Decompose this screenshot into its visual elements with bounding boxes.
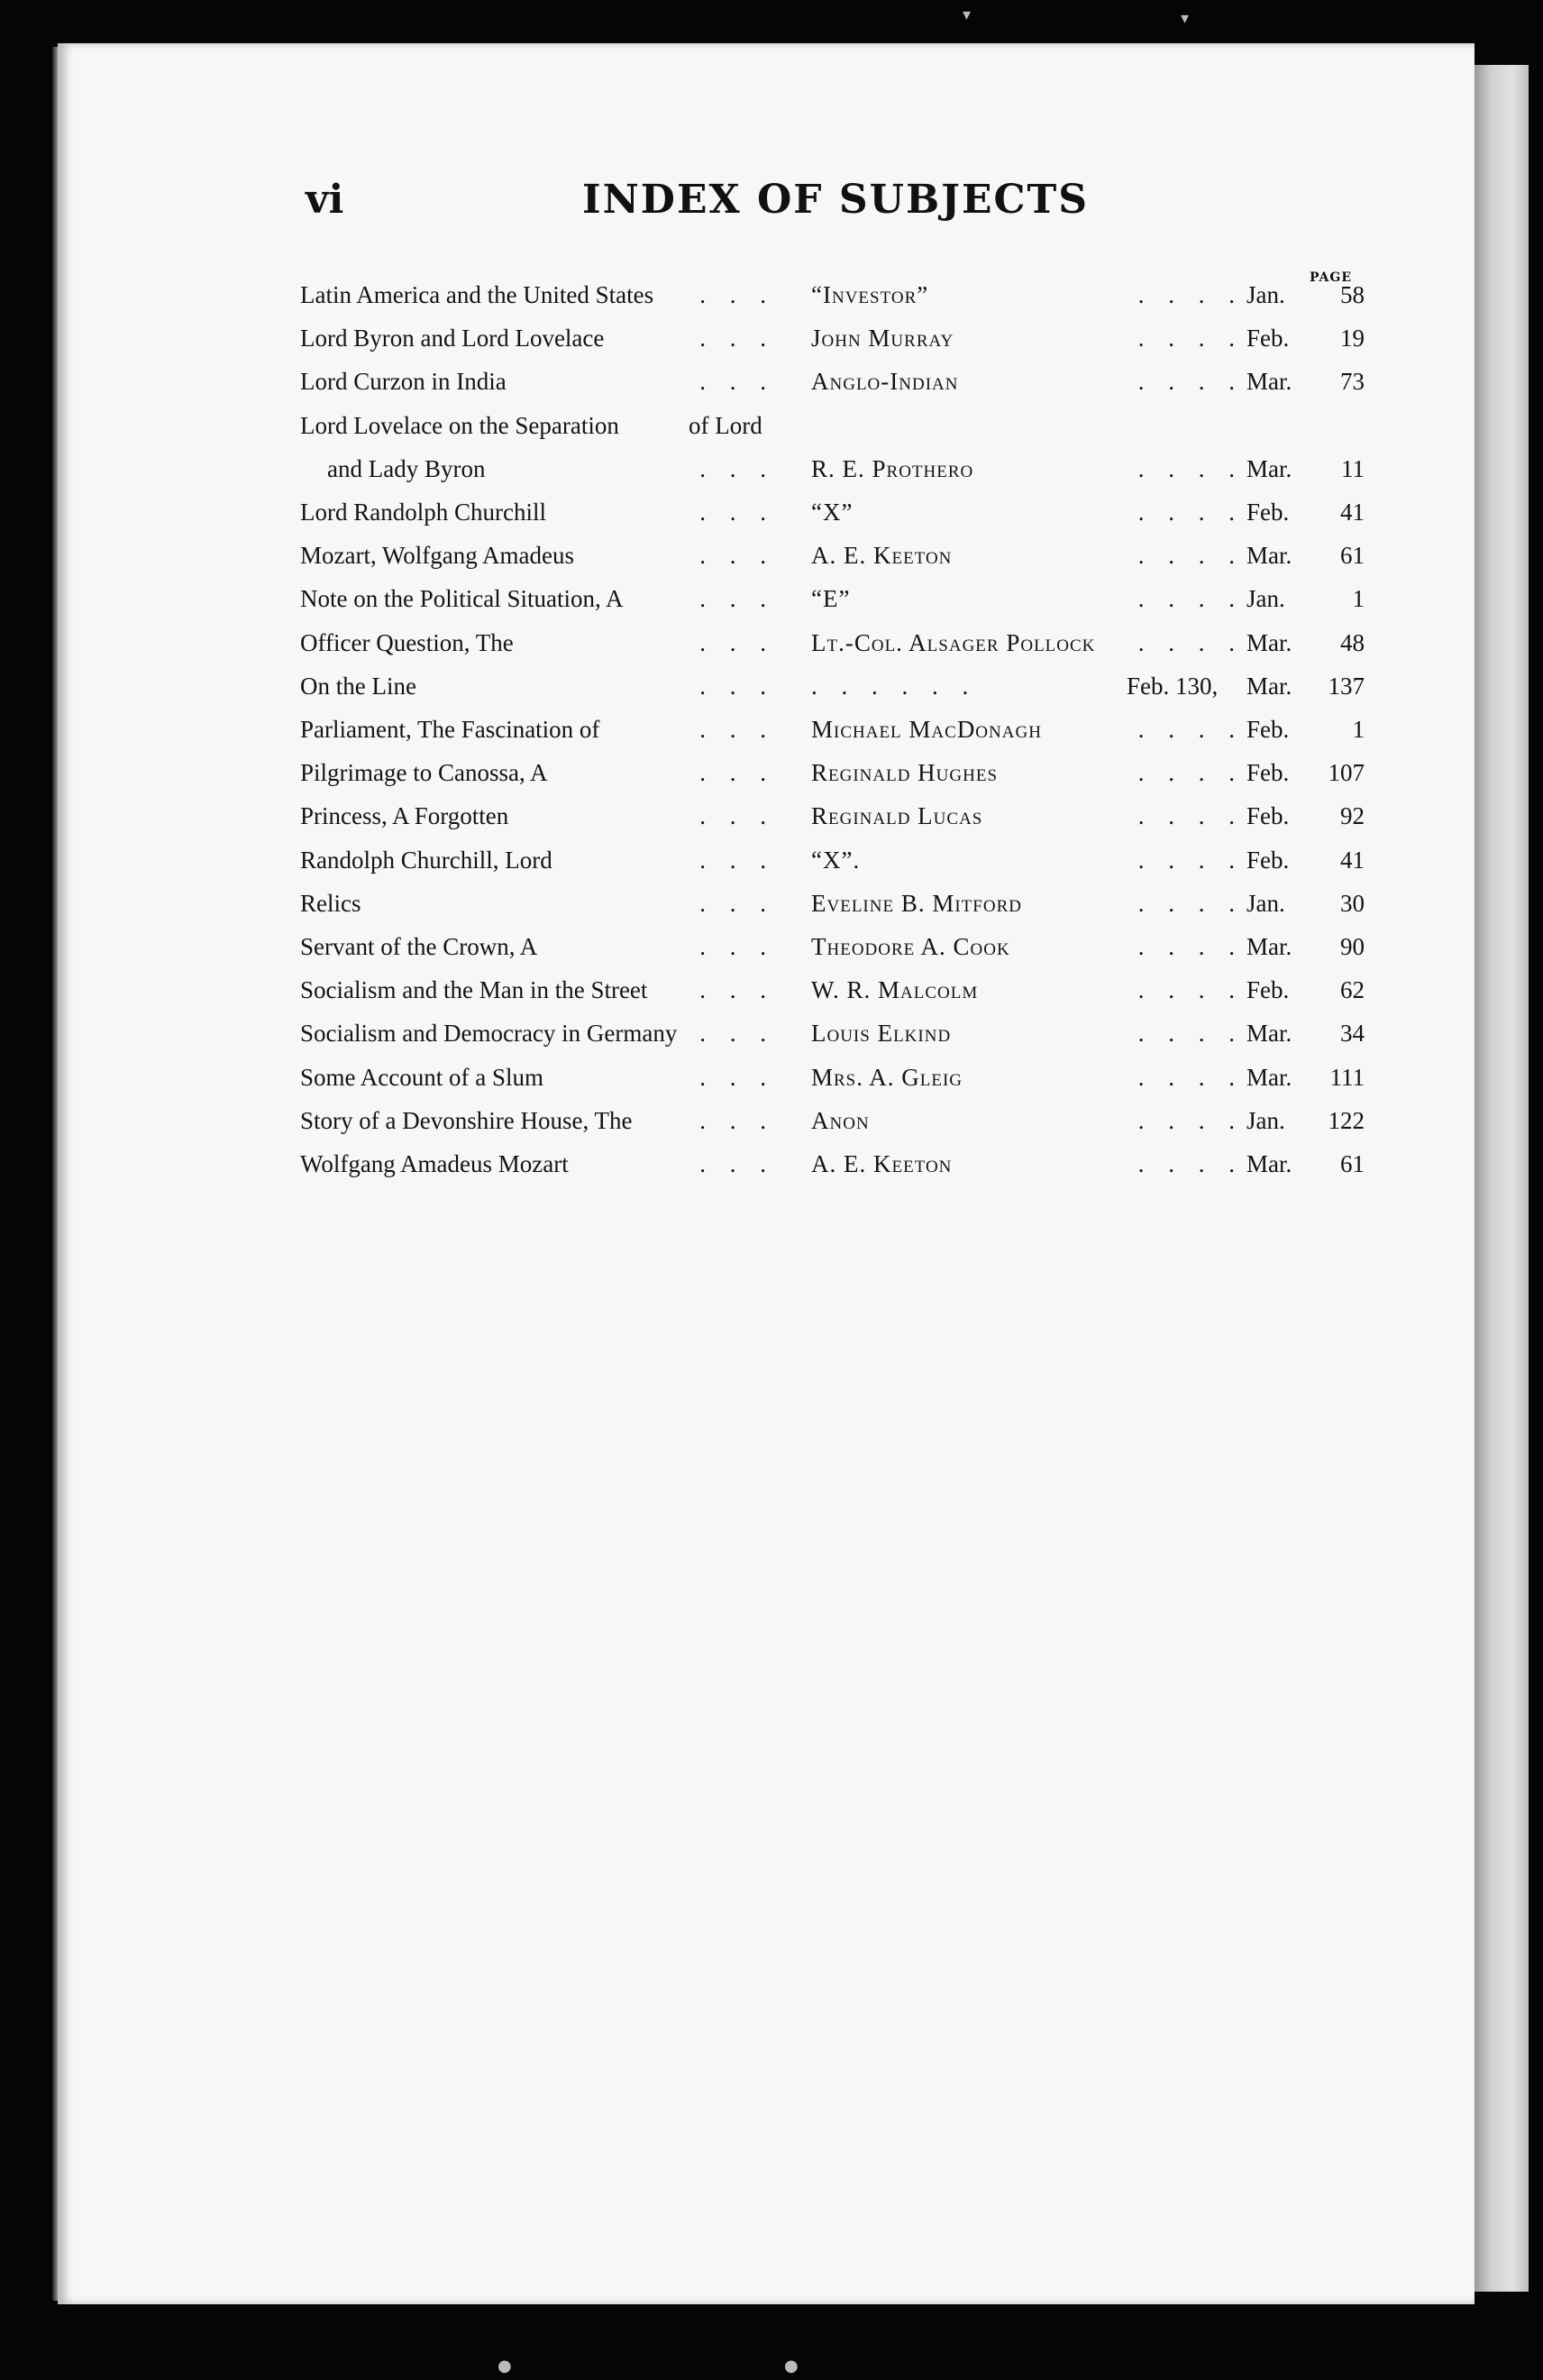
entry-month: Feb. bbox=[1246, 716, 1290, 743]
index-entry bbox=[0, 847, 1543, 890]
leader-dots: . . . . bbox=[1137, 716, 1244, 743]
index-entry bbox=[0, 368, 1543, 411]
index-entry bbox=[0, 976, 1543, 1020]
leader-dots: . . . . bbox=[1137, 585, 1244, 612]
entry-page-number: 122 bbox=[1328, 1107, 1365, 1134]
leader-dots: . . . . bbox=[1137, 499, 1244, 526]
entry-author: Reginald Hughes bbox=[811, 759, 999, 786]
entry-author: Reginald Lucas bbox=[811, 802, 983, 829]
entry-month: Mar. bbox=[1246, 673, 1292, 700]
leader-dots: . . . . bbox=[1137, 629, 1244, 656]
entry-month: Feb. bbox=[1246, 802, 1290, 829]
leader-dots: . . . . bbox=[1137, 1020, 1244, 1047]
entry-author: Theodore A. Cook bbox=[811, 933, 1010, 960]
index-entry bbox=[0, 890, 1543, 933]
index-entry bbox=[0, 499, 1543, 542]
entry-page-number: 48 bbox=[1340, 629, 1365, 656]
entry-author: “X”. bbox=[811, 847, 861, 874]
entry-subject: Lord Lovelace on the Separation bbox=[300, 412, 619, 439]
entry-subject: Randolph Churchill, Lord bbox=[300, 847, 552, 874]
entry-month: Mar. bbox=[1246, 542, 1292, 569]
entry-author: W. R. Malcolm bbox=[811, 976, 979, 1003]
page-title: INDEX OF SUBJECTS bbox=[582, 177, 1090, 223]
leader-dots: . . . bbox=[699, 847, 775, 874]
entry-page-number: 61 bbox=[1340, 1150, 1365, 1177]
index-entry bbox=[0, 802, 1543, 846]
leader-dots: . . . bbox=[699, 368, 775, 395]
entry-author: John Murray bbox=[811, 325, 954, 352]
leader-dots: . . . bbox=[699, 499, 775, 526]
leader-dots: . . . bbox=[699, 542, 775, 569]
index-entry bbox=[0, 1150, 1543, 1194]
leader-dots: . . . . bbox=[1137, 976, 1244, 1003]
entry-page-number: 41 bbox=[1340, 499, 1365, 526]
entry-month: Feb. bbox=[1246, 976, 1290, 1003]
entry-author: Louis Elkind bbox=[811, 1020, 952, 1047]
entry-subject: Latin America and the United States bbox=[300, 281, 654, 308]
entry-month: Mar. bbox=[1246, 629, 1292, 656]
leader-dots: . . . bbox=[699, 455, 775, 482]
entry-page-number: 73 bbox=[1340, 368, 1365, 395]
entry-page-number: 11 bbox=[1341, 455, 1365, 482]
entry-page-number: 61 bbox=[1340, 542, 1365, 569]
entry-month: Jan. bbox=[1246, 1107, 1285, 1134]
entry-page-number: 1 bbox=[1352, 716, 1365, 743]
entry-subject: Socialism and the Man in the Street bbox=[300, 976, 648, 1003]
entry-subject: Socialism and Democracy in Germany bbox=[300, 1020, 678, 1047]
leader-dots: . . . bbox=[699, 933, 775, 960]
entry-page-number: 62 bbox=[1340, 976, 1365, 1003]
leader-dots: . . . . bbox=[1137, 890, 1244, 917]
leader-dots: . . . bbox=[699, 325, 775, 352]
leader-dots: . . . . bbox=[1137, 933, 1244, 960]
entry-page-number: 19 bbox=[1340, 325, 1365, 352]
leader-dots: . . . . bbox=[1137, 281, 1244, 308]
page-folio: vi bbox=[306, 177, 344, 223]
entry-subject: Story of a Devonshire House, The bbox=[300, 1107, 633, 1134]
leader-dots: . . . . bbox=[1137, 1107, 1244, 1134]
entry-page-number: 137 bbox=[1328, 673, 1365, 700]
entry-month: Jan. bbox=[1246, 890, 1285, 917]
index-entry bbox=[0, 629, 1543, 673]
entry-page-number: 30 bbox=[1340, 890, 1365, 917]
index-entry bbox=[0, 412, 1543, 455]
entry-page-number: 58 bbox=[1340, 281, 1365, 308]
leader-dots: . . . . bbox=[1137, 802, 1244, 829]
leader-dots: . . . . bbox=[1137, 368, 1244, 395]
leader-dots: . . . bbox=[699, 759, 775, 786]
entry-page-number: 41 bbox=[1340, 847, 1365, 874]
leader-dots: . . . . bbox=[1137, 455, 1244, 482]
entry-month: Mar. bbox=[1246, 455, 1292, 482]
index-entry bbox=[0, 1064, 1543, 1107]
entry-month: Feb. bbox=[1246, 847, 1290, 874]
entry-subject: Pilgrimage to Canossa, A bbox=[300, 759, 548, 786]
entry-month: Feb. bbox=[1246, 759, 1290, 786]
entry-subject: Lord Randolph Churchill bbox=[300, 499, 546, 526]
entry-author: R. E. Prothero bbox=[811, 455, 974, 482]
entry-author: Eveline B. Mitford bbox=[811, 890, 1022, 917]
entry-author: A. E. Keeton bbox=[811, 1150, 953, 1177]
leader-dots: . . . . bbox=[1137, 542, 1244, 569]
entry-subject: Relics bbox=[300, 890, 361, 917]
index-entry bbox=[0, 585, 1543, 628]
entry-subject: Some Account of a Slum bbox=[300, 1064, 543, 1091]
scan-speck: ▾ bbox=[1181, 9, 1190, 28]
leader-dots: . . . . bbox=[1137, 325, 1244, 352]
entry-month: Jan. bbox=[1246, 281, 1285, 308]
entry-page-number: 34 bbox=[1340, 1020, 1365, 1047]
index-entry bbox=[0, 281, 1543, 325]
leader-dots: . . . bbox=[699, 1150, 775, 1177]
index-entry bbox=[0, 1107, 1543, 1150]
entry-month: Mar. bbox=[1246, 1150, 1292, 1177]
entry-author: Anglo-Indian bbox=[811, 368, 959, 395]
entry-subject: Lord Curzon in India bbox=[300, 368, 507, 395]
entry-subject-continuation: of Lord bbox=[689, 412, 762, 439]
entry-subject: Servant of the Crown, A bbox=[300, 933, 538, 960]
leader-dots: . . . bbox=[699, 976, 775, 1003]
leader-dots: . . . bbox=[699, 629, 775, 656]
entry-author: Mrs. A. Gleig bbox=[811, 1064, 963, 1091]
entry-author: A. E. Keeton bbox=[811, 542, 953, 569]
entry-subject: Note on the Political Situation, A bbox=[300, 585, 624, 612]
leader-dots: . . . . bbox=[1137, 759, 1244, 786]
leader-dots: . . . bbox=[699, 585, 775, 612]
entry-month: Feb. bbox=[1246, 499, 1290, 526]
leader-dots: . . . bbox=[699, 716, 775, 743]
index-entry bbox=[0, 759, 1543, 802]
index-entry bbox=[0, 325, 1543, 368]
entry-month: Mar. bbox=[1246, 933, 1292, 960]
leader-dots: . . . . bbox=[1137, 1064, 1244, 1091]
leader-dots: . . . bbox=[699, 890, 775, 917]
leader-dots: . . . bbox=[699, 281, 775, 308]
entry-month: Mar. bbox=[1246, 1020, 1292, 1047]
scan-speck: ● bbox=[784, 2357, 799, 2375]
entry-subject: Officer Question, The bbox=[300, 629, 514, 656]
scan-speck: ● bbox=[498, 2357, 512, 2375]
entry-subject: Parliament, The Fascination of bbox=[300, 716, 600, 743]
leader-dots: . . . . bbox=[1137, 1150, 1244, 1177]
entry-author: “Investor” bbox=[811, 281, 929, 308]
entry-page-number: 1 bbox=[1352, 585, 1365, 612]
entry-month: Mar. bbox=[1246, 368, 1292, 395]
entry-author: “E” bbox=[811, 585, 851, 612]
leader-dots: . . . . . . bbox=[811, 673, 978, 700]
index-entry bbox=[0, 455, 1543, 499]
entry-author: “X” bbox=[811, 499, 854, 526]
entry-month: Mar. bbox=[1246, 1064, 1292, 1091]
leader-dots: . . . bbox=[699, 1107, 775, 1134]
entry-subject: Princess, A Forgotten bbox=[300, 802, 509, 829]
leader-dots: . . . bbox=[699, 673, 775, 700]
leader-dots: . . . bbox=[699, 1020, 775, 1047]
entry-subject: Lord Byron and Lord Lovelace bbox=[300, 325, 605, 352]
entry-page-number: 92 bbox=[1340, 802, 1365, 829]
entry-month: Jan. bbox=[1246, 585, 1285, 612]
index-entry bbox=[0, 673, 1543, 716]
index-entry bbox=[0, 933, 1543, 976]
leader-dots: . . . bbox=[699, 802, 775, 829]
entry-page-number: 90 bbox=[1340, 933, 1365, 960]
index-entry bbox=[0, 542, 1543, 585]
entry-subject: and Lady Byron bbox=[327, 455, 486, 482]
entry-author: Lt.-Col. Alsager Pollock bbox=[811, 629, 1096, 656]
entry-page-number: 111 bbox=[1329, 1064, 1365, 1091]
index-entry bbox=[0, 1020, 1543, 1063]
entry-subject: Mozart, Wolfgang Amadeus bbox=[300, 542, 575, 569]
entry-author: Anon bbox=[811, 1107, 870, 1134]
entry-month: Feb. bbox=[1246, 325, 1290, 352]
entry-page-number: 107 bbox=[1328, 759, 1365, 786]
entry-earlier-issue: Feb. 130, bbox=[1127, 673, 1219, 700]
entry-subject: On the Line bbox=[300, 673, 416, 700]
entry-subject: Wolfgang Amadeus Mozart bbox=[300, 1150, 569, 1177]
scan-speck: ▾ bbox=[963, 5, 972, 24]
page-column-label: PAGE bbox=[1310, 270, 1352, 285]
index-entry bbox=[0, 716, 1543, 759]
leader-dots: . . . bbox=[699, 1064, 775, 1091]
entry-author: Michael MacDonagh bbox=[811, 716, 1042, 743]
leader-dots: . . . . bbox=[1137, 847, 1244, 874]
